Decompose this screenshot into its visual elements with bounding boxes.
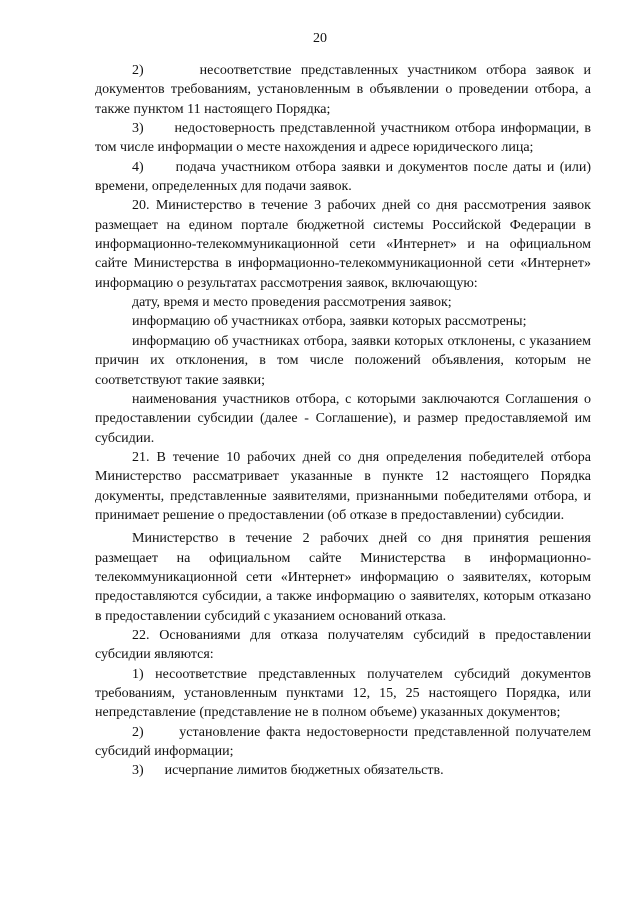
list-marker: 3) (132, 763, 144, 779)
list-marker: 3) (132, 121, 144, 137)
document-body (95, 61, 591, 781)
page-number: 20 (313, 31, 327, 46)
paragraph: Министерство в течение 2 рабочих дней со дня принятия решения размещает на официальном сайте Министерства в информационно-телекоммуникационной сети «Интернет» информацию о заявителях, которым предоставляются субсидии, а также информацию о заявителях, которым отказано в предоставлении субсидий с указанием оснований отказа. (95, 531, 591, 624)
paragraph: 20. Министерство в течение 3 рабочих дней со дня рассмотрения заявок размещает на едином портале бюджетной системы Российской Федерации в информационно-телекоммуникационной сети «Интернет» и на официальном сайте Министерства в информационно-телекоммуникационной сети «Интернет» информацию о результатах рассмотрения заявок, включающую: (95, 198, 591, 291)
list-marker: 4) (132, 159, 144, 175)
paragraph-text: несоответствие представленных участником отбора заявок и документов требованиям, установленным в объявлении о проведении отбора, а также пунктом 11 настоящего Порядка; (95, 63, 591, 117)
paragraph: дату, время и место проведения рассмотрения заявок; (132, 295, 452, 311)
list-item (95, 723, 591, 762)
paragraph: наименования участников отбора, с которыми заключаются Соглашения о предоставлении субсидии (далее - Соглашение), и размер предоставляемой им субсидии. (95, 391, 591, 446)
paragraph-text: подача участником отбора заявки и документов после даты и (или) времени, определенных для подачи заявок. (95, 159, 592, 195)
list-item (95, 761, 591, 780)
paragraph: информацию об участниках отбора, заявки которых рассмотрены; (132, 314, 527, 330)
list-marker: 2) (132, 63, 144, 78)
paragraph-text: исчерпание лимитов бюджетных обязательств. (164, 763, 444, 779)
list-marker: 2) (132, 724, 144, 740)
paragraph: 22. Основаниями для отказа получателям субсидий в предоставлении субсидии являются: (95, 627, 591, 663)
list-item (95, 119, 591, 158)
paragraph: 1) несоответствие представленных получателем субсидий документов требованиям, установленным пунктами 12, 15, 25 настоящего Порядка, или непредставление (представление не в полном объеме) указанных документов; (95, 666, 591, 721)
paragraph-text: установление факта недостоверности представленной получателем субсидий информации; (95, 724, 591, 760)
list-item (95, 61, 591, 119)
paragraph-text: недостоверность представленной участником отбора информации, в том числе информации о месте нахождения и адресе юридического лица; (95, 121, 591, 156)
paragraph: информацию об участниках отбора, заявки которых отклонены, с указанием причин их отклонения, в том числе положений объявления, которым не соответствуют такие заявки; (95, 333, 591, 388)
list-item (95, 158, 591, 197)
paragraph: 21. В течение 10 рабочих дней со дня определения победителей отбора Министерство рассматривает указанные в пункте 12 настоящего Порядка документы, представленные заявителями, признанными победителями отбора, и принимает решение о предоставлении (об отказе в предоставлении) субсидии. (95, 449, 591, 523)
